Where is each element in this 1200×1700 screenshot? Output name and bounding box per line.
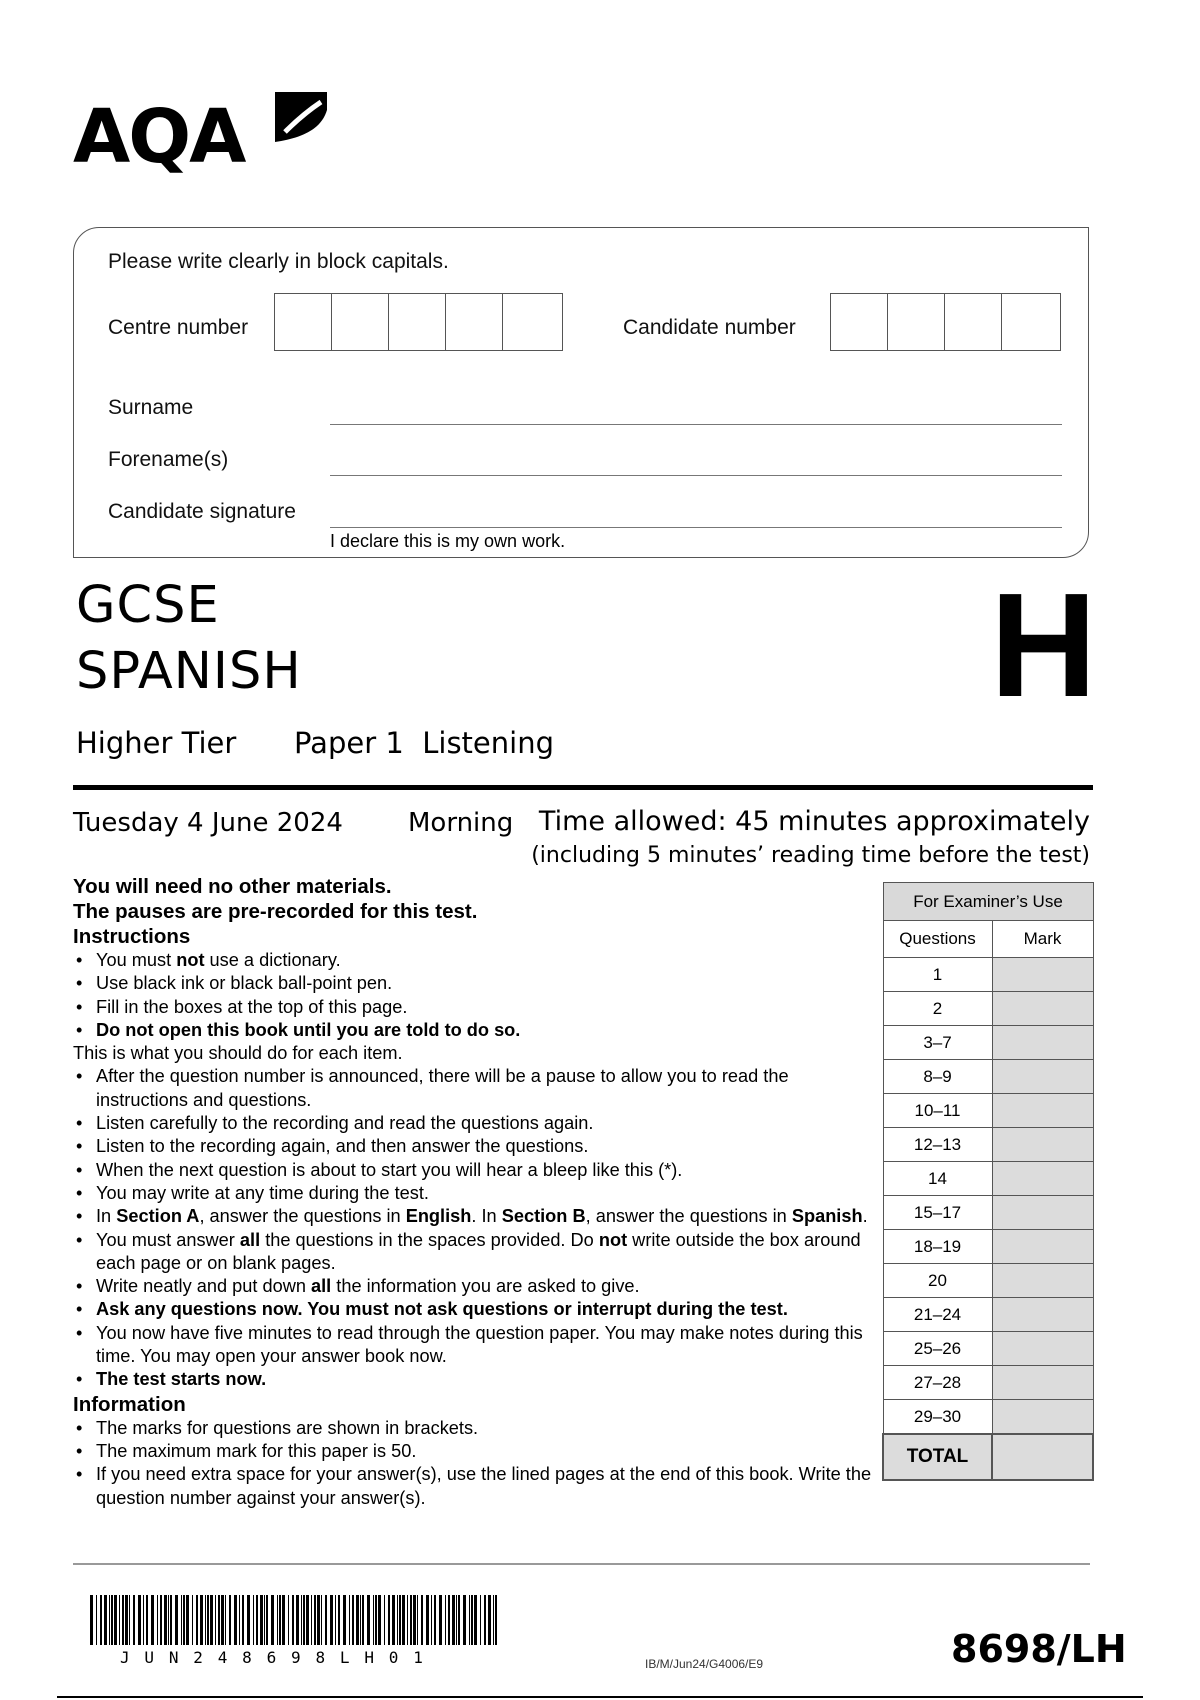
mark-cell: [992, 1026, 1093, 1060]
table-row: 14: [883, 1162, 1093, 1196]
footer-divider: [73, 1563, 1090, 1565]
mark-cell: [992, 1094, 1093, 1128]
instructions-column: [73, 874, 883, 1510]
mark-cell: [992, 1060, 1093, 1094]
candidate-number-label: Candidate number: [623, 316, 796, 339]
mark-cell: [992, 1366, 1093, 1400]
paper-label: Paper 1 Listening: [294, 726, 554, 760]
title-divider: [73, 785, 1093, 790]
table-row: 3–7: [883, 1026, 1093, 1060]
steps-list: [73, 1065, 883, 1391]
list-item: • You must answer all the questions in the spaces provided. Do not write outside the box around each page or on blank pages.: [73, 1229, 883, 1276]
barcode: [90, 1595, 500, 1645]
time-allowed-value: 45 minutes approximately: [735, 806, 1090, 837]
list-item: • Listen to the recording again, and then answer the questions.: [73, 1135, 883, 1158]
forenames-label: Forename(s): [108, 448, 229, 471]
tier-label: Higher Tier: [76, 726, 237, 760]
page-bottom-rule: [57, 1696, 1143, 1698]
mark-cell: [992, 1196, 1093, 1230]
candidate-number-boxes[interactable]: [830, 293, 1061, 351]
table-row: 21–24: [883, 1298, 1093, 1332]
centre-number-label: Centre number: [108, 316, 249, 339]
logo-text: AQA: [73, 94, 245, 180]
total-row: [883, 1434, 1093, 1480]
total-mark-cell: [992, 1434, 1093, 1480]
information-heading: Information: [73, 1392, 186, 1416]
list-item: • The maximum mark for this paper is 50.: [73, 1440, 883, 1463]
table-row: 25–26: [883, 1332, 1093, 1366]
mark-cell: [992, 1162, 1093, 1196]
table-row: 2: [883, 992, 1093, 1026]
table-row: 27–28: [883, 1366, 1093, 1400]
list-item: • Fill in the boxes at the top of this page.: [73, 996, 883, 1019]
list-item: • After the question number is announced, there will be a pause to allow you to read the instructions and questions.: [73, 1065, 883, 1112]
instructions-list: [73, 949, 883, 1042]
list-item: • You may write at any time during the test.: [73, 1182, 883, 1205]
instructions-heading: Instructions: [73, 925, 191, 948]
surname-field[interactable]: [330, 424, 1062, 425]
list-item: • The test starts now.: [73, 1368, 883, 1391]
signature-label: Candidate signature: [108, 500, 296, 523]
list-item: • You now have five minutes to read through the question paper. You may make notes during this time. You may open your answer book now.: [73, 1322, 883, 1369]
exam-session: Morning: [408, 808, 514, 838]
list-item: • Use black ink or black ball-point pen.: [73, 972, 883, 995]
table-row: 15–17: [883, 1196, 1093, 1230]
examiner-use-table: [882, 882, 1094, 1481]
signature-field[interactable]: [330, 527, 1062, 528]
exam-date: Tuesday 4 June 2024: [73, 808, 343, 838]
mark-cell: [992, 1332, 1093, 1366]
total-label: TOTAL: [883, 1434, 992, 1480]
paper-code: 8698/LH: [951, 1627, 1127, 1671]
examiner-table-title: For Examiner’s Use: [883, 883, 1093, 921]
mark-cell: [992, 1264, 1093, 1298]
mark-cell: [992, 992, 1093, 1026]
list-item: • You must not use a dictionary.: [73, 949, 883, 972]
mark-cell: [992, 1230, 1093, 1264]
document-reference: IB/M/Jun24/G4006/E9: [645, 1657, 764, 1671]
pauses-note: The pauses are pre-recorded for this test.: [73, 900, 478, 923]
aqa-logo: [73, 92, 244, 182]
mark-cell: [992, 958, 1093, 992]
tier-letter: H: [990, 563, 1097, 728]
table-row: 1: [883, 958, 1093, 992]
mark-cell: [992, 1298, 1093, 1332]
mark-cell: [992, 1400, 1093, 1435]
table-row: 29–30: [883, 1400, 1093, 1435]
candidate-details-box: [73, 227, 1089, 558]
list-item: • When the next question is about to start you will hear a bleep like this (*).: [73, 1159, 883, 1182]
table-row: 20: [883, 1264, 1093, 1298]
table-row: 8–9: [883, 1060, 1093, 1094]
time-allowed-label: Time allowed:: [538, 806, 727, 837]
list-item: • Listen carefully to the recording and read the questions again.: [73, 1112, 883, 1135]
list-item: • Write neatly and put down all the information you are asked to give.: [73, 1275, 883, 1298]
mark-cell: [992, 1128, 1093, 1162]
surname-label: Surname: [108, 396, 194, 419]
each-item-note: This is what you should do for each item.: [73, 1043, 403, 1064]
information-list: [73, 1417, 883, 1510]
barcode-text: JUN248698LH01: [120, 1648, 438, 1667]
leaf-icon: [271, 90, 329, 150]
materials-note: You will need no other materials.: [73, 875, 392, 898]
centre-number-boxes[interactable]: [274, 293, 563, 351]
table-row: 12–13: [883, 1128, 1093, 1162]
forenames-field[interactable]: [330, 475, 1062, 476]
declaration-text: I declare this is my own work.: [330, 531, 566, 551]
time-note: (including 5 minutes’ reading time before the test): [531, 843, 1090, 868]
qualification-title: GCSE: [76, 576, 220, 635]
list-item: • Do not open this book until you are told to do so.: [73, 1019, 883, 1042]
table-row: 18–19: [883, 1230, 1093, 1264]
list-item: • In Section A, answer the questions in English. In Section B, answer the questions in Spanish.: [73, 1205, 883, 1228]
list-item: • Ask any questions now. You must not ask questions or interrupt during the test.: [73, 1298, 883, 1321]
block-capitals-instruction: Please write clearly in block capitals.: [108, 250, 449, 273]
mark-column-header: Mark: [992, 921, 1093, 958]
table-row: 10–11: [883, 1094, 1093, 1128]
list-item: • The marks for questions are shown in brackets.: [73, 1417, 883, 1440]
questions-column-header: Questions: [883, 921, 992, 958]
list-item: • If you need extra space for your answer(s), use the lined pages at the end of this book. Write the question number against your answer(s).: [73, 1463, 883, 1510]
time-allowed: [539, 806, 1090, 837]
subject-title: SPANISH: [76, 642, 302, 701]
